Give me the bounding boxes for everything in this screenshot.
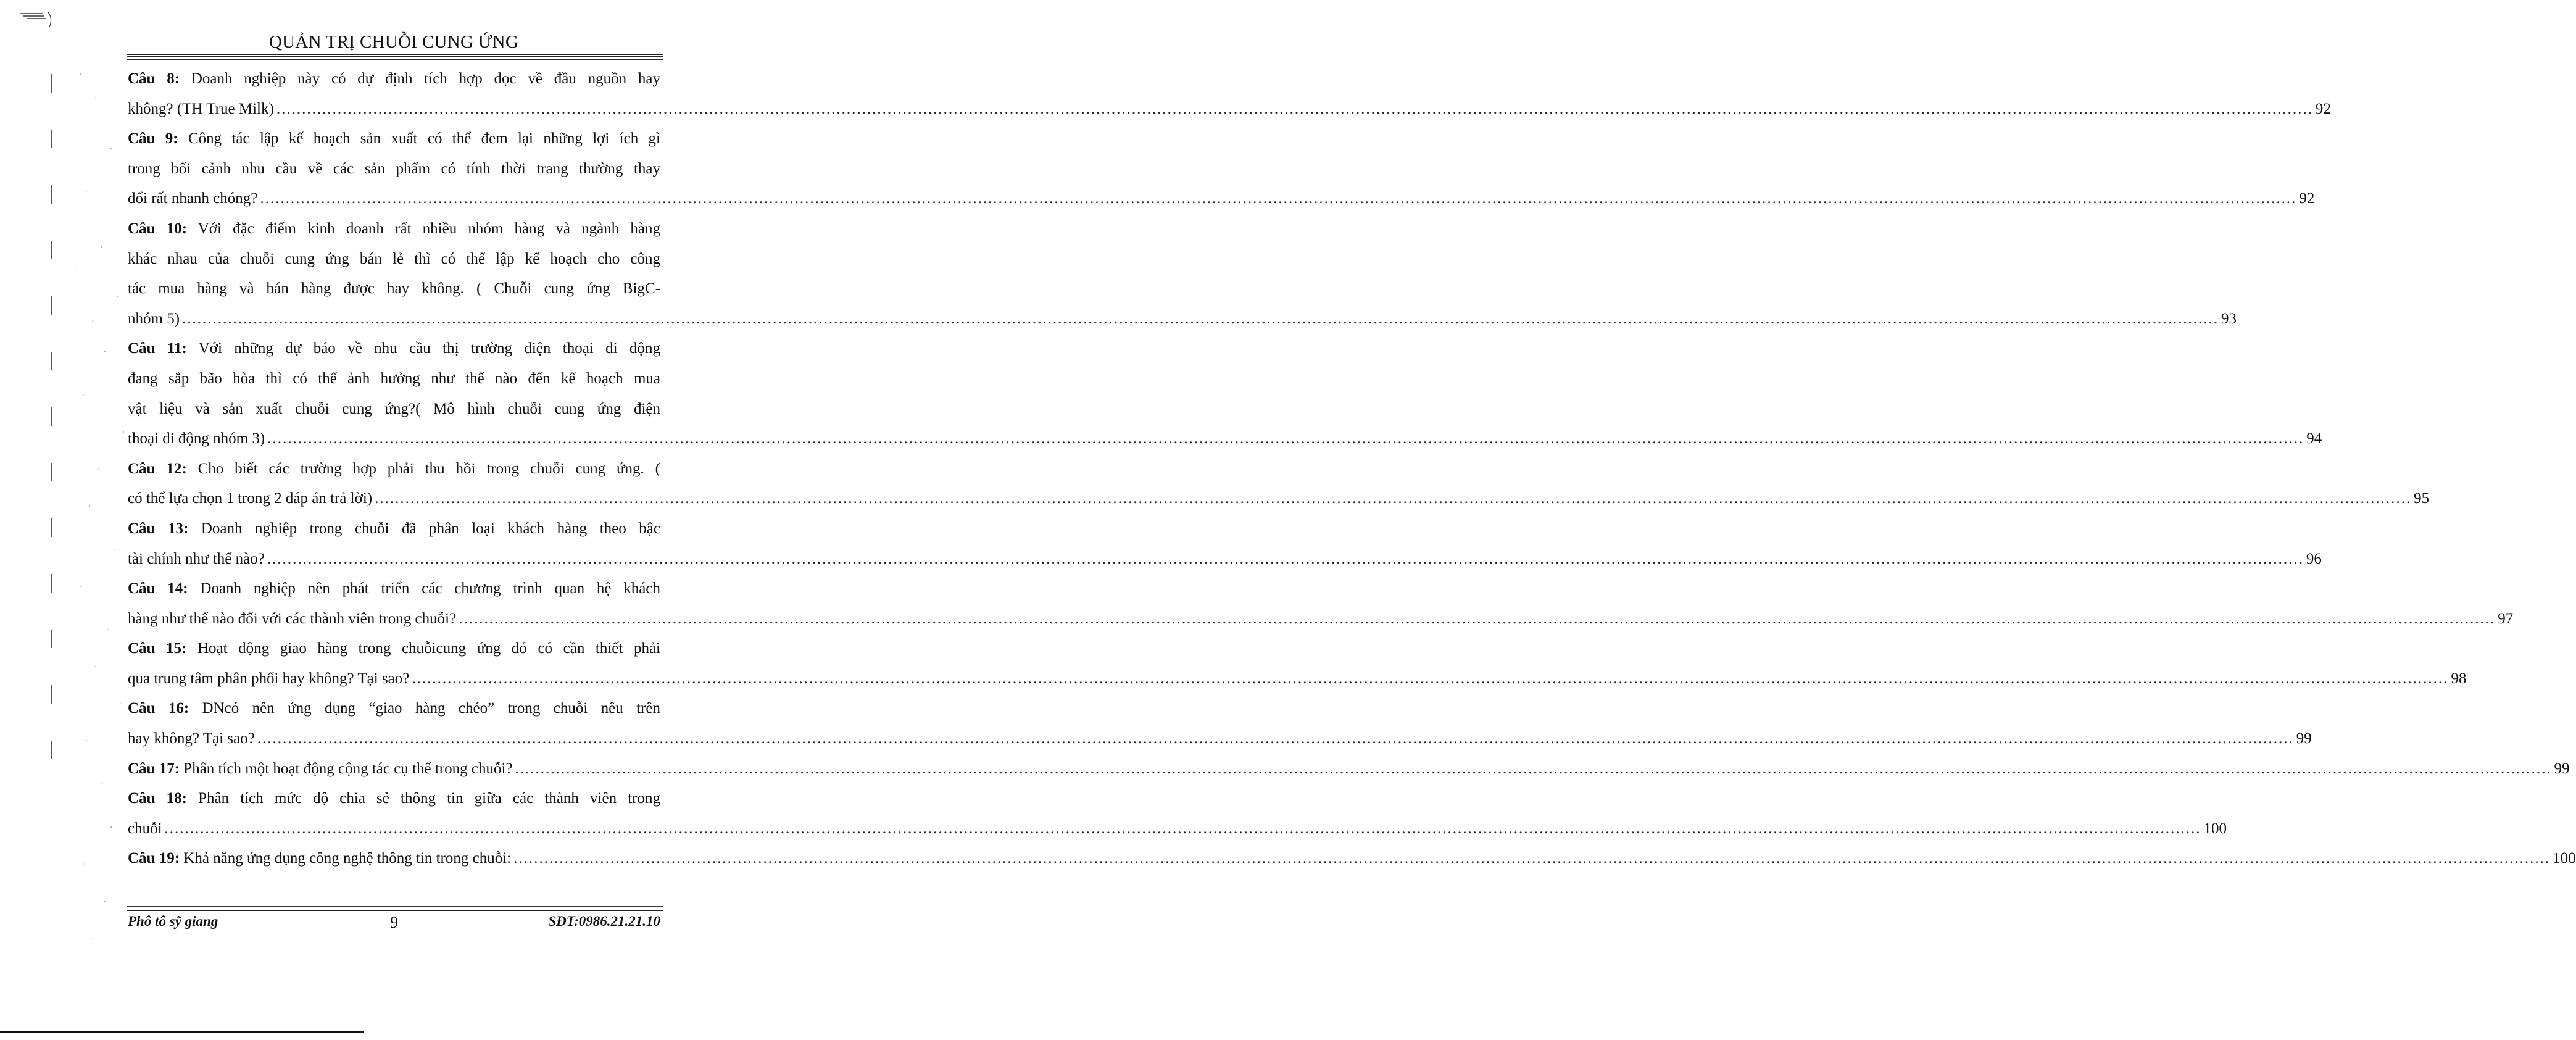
binder-mark xyxy=(19,11,56,30)
toc-entry-last-line xyxy=(128,544,2322,575)
toc-entry xyxy=(128,334,2322,454)
toc-entry-last-line xyxy=(128,664,2467,694)
toc-page-number: 100 xyxy=(2203,820,2227,837)
toc-page-number: 98 xyxy=(2451,670,2467,687)
toc-entry-text: Câu 17: Phân tích một hoạt động cộng tác cụ thể trong chuỗi? xyxy=(128,760,513,777)
toc-entry-last-line xyxy=(128,814,2227,844)
toc-entry-text: hàng như thế nào đối với các thành viên trong chuỗi? xyxy=(128,610,457,627)
question-label: Câu 19: xyxy=(128,850,180,867)
toc-entry-last-line xyxy=(128,304,2237,335)
footer-phone: SĐT:0986.21.21.10 xyxy=(548,913,660,929)
toc-entry-text: khác nhau của chuỗi cung ứng bán lẻ thì có thể lập kế hoạch cho công xyxy=(128,250,660,267)
toc-page-number: 99 xyxy=(2554,760,2570,777)
dot-leader: ................................................................................................................................................................................................................................................................................................................................................................................................................ xyxy=(267,550,2304,567)
toc-entry xyxy=(128,694,2312,754)
dot-leader: ................................................................................................................................................................................................................................................................................................................................................................................................................ xyxy=(412,670,2449,687)
toc-entry-text: thoại di động nhóm 3) xyxy=(128,430,265,447)
toc-entry xyxy=(128,574,2514,634)
toc-entry xyxy=(128,514,2322,574)
toc-entry-text: trong bối cảnh nhu cầu về các sản phẩm có tính thời trang thường thay xyxy=(128,160,660,177)
toc-entry-text: Câu 14: Doanh nghiệp nên phát triển các chương trình quan hệ khách xyxy=(128,580,660,597)
question-label: Câu 10: xyxy=(128,220,187,237)
toc-entry-text: Câu 10: Với đặc điểm kinh doanh rất nhiều nhóm hàng và ngành hàng xyxy=(128,220,660,237)
toc-entry-last-line xyxy=(128,724,2312,754)
dot-leader: ................................................................................................................................................................................................................................................................................................................................................................................................................ xyxy=(257,730,2294,747)
question-label: Câu 11: xyxy=(128,340,187,357)
dot-leader: ................................................................................................................................................................................................................................................................................................................................................................................................................ xyxy=(375,490,2412,507)
dot-leader: ................................................................................................................................................................................................................................................................................................................................................................................................................ xyxy=(267,430,2304,447)
toc-entry-text: Câu 13: Doanh nghiệp trong chuỗi đã phân loại khách hàng theo bậc xyxy=(128,520,660,537)
footer-shop-name: Phô tô sỹ giang xyxy=(128,913,218,929)
toc-entry xyxy=(128,844,2576,874)
toc-page-number: 94 xyxy=(2306,430,2322,447)
toc-entry-text: có thể lựa chọn 1 trong 2 đáp án trả lời) xyxy=(128,490,373,507)
toc-entry xyxy=(128,64,2331,124)
toc-page-number: 92 xyxy=(2315,100,2331,117)
toc-entry xyxy=(128,784,2227,844)
header-rule-thin xyxy=(127,59,663,60)
dot-leader: ................................................................................................................................................................................................................................................................................................................................................................................................................ xyxy=(515,760,2552,777)
question-label: Câu 15: xyxy=(128,640,187,657)
toc-entry-text: Câu 9: Công tác lập kế hoạch sản xuất có thể đem lại những lợi ích gì xyxy=(128,130,660,148)
toc-entry-text: Câu 16: DNcó nên ứng dụng “giao hàng chéo” trong chuỗi nêu trên xyxy=(128,700,660,717)
question-label: Câu 13: xyxy=(128,520,189,537)
question-label: Câu 14: xyxy=(128,580,188,597)
toc-entry-text: đang sắp bão hòa thì có thể ảnh hưởng như thế nào đến kế hoạch mua xyxy=(128,370,660,387)
toc-page-number: 95 xyxy=(2414,490,2430,507)
dot-leader: ................................................................................................................................................................................................................................................................................................................................................................................................................ xyxy=(260,190,2297,207)
scan-bottom-bar xyxy=(0,1031,364,1033)
question-label: Câu 16: xyxy=(128,700,189,717)
toc-entry-last-line xyxy=(128,754,2570,784)
toc-entry-last-line xyxy=(128,844,2576,874)
toc-entry-text: Câu 11: Với những dự báo về nhu cầu thị trường điện thoại di động xyxy=(128,340,660,357)
toc-page-number: 99 xyxy=(2296,730,2312,747)
toc-entry-text: hay không? Tại sao? xyxy=(128,730,255,747)
toc-entry-text: đổi rất nhanh chóng? xyxy=(128,190,258,207)
scan-edge-line xyxy=(51,74,52,765)
toc-page-number: 97 xyxy=(2498,610,2514,627)
toc-entry-text: qua trung tâm phân phối hay không? Tại sao? xyxy=(128,670,410,687)
toc-page-number: 92 xyxy=(2299,190,2315,207)
toc-entry xyxy=(128,214,2237,334)
toc-entry-last-line xyxy=(128,484,2430,514)
toc-entry xyxy=(128,124,2315,214)
toc-entry-text: vật liệu và sản xuất chuỗi cung ứng?( Mô hình chuỗi cung ứng điện xyxy=(128,400,660,417)
toc-entry-text: tài chính như thế nào? xyxy=(128,550,265,567)
table-of-contents xyxy=(128,64,2576,874)
toc-entry-last-line xyxy=(128,94,2331,125)
dot-leader: ................................................................................................................................................................................................................................................................................................................................................................................................................ xyxy=(182,310,2219,327)
toc-entry xyxy=(128,754,2570,784)
toc-entry-text: chuỗi xyxy=(128,820,162,837)
question-label: Câu 9: xyxy=(128,130,178,148)
page-header-title: QUẢN TRỊ CHUỖI CUNG ỨNG xyxy=(268,32,519,52)
question-label: Câu 8: xyxy=(128,70,180,87)
toc-page-number: 96 xyxy=(2306,550,2322,567)
dot-leader: ................................................................................................................................................................................................................................................................................................................................................................................................................ xyxy=(513,850,2551,867)
toc-entry-text: Câu 8: Doanh nghiệp này có dự định tích hợp dọc về đầu nguồn hay xyxy=(128,70,660,87)
toc-entry-text: Câu 15: Hoạt động giao hàng trong chuỗicung ứng đó có cần thiết phải xyxy=(128,640,660,657)
question-label: Câu 18: xyxy=(128,790,187,807)
footer-page-number: 9 xyxy=(390,913,398,931)
toc-entry-last-line xyxy=(128,604,2514,634)
footer-rule-thin xyxy=(127,906,663,907)
dot-leader: ................................................................................................................................................................................................................................................................................................................................................................................................................ xyxy=(164,820,2201,837)
toc-entry-text: tác mua hàng và bán hàng được hay không. ( Chuỗi cung ứng BigC- xyxy=(128,280,660,297)
toc-entry-text: Câu 19: Khả năng ứng dụng công nghệ thông tin trong chuỗi: xyxy=(128,850,512,867)
header-rule xyxy=(127,54,663,57)
toc-entry-last-line xyxy=(128,424,2322,454)
dot-leader: ................................................................................................................................................................................................................................................................................................................................................................................................................ xyxy=(276,100,2313,117)
toc-entry-last-line xyxy=(128,184,2315,214)
toc-entry xyxy=(128,634,2467,694)
toc-entry-text: không? (TH True Milk) xyxy=(128,100,274,117)
dot-leader: ................................................................................................................................................................................................................................................................................................................................................................................................................ xyxy=(459,610,2496,627)
page-footer xyxy=(128,913,660,938)
toc-entry xyxy=(128,454,2430,514)
question-label: Câu 17: xyxy=(128,760,180,777)
toc-page-number: 100 xyxy=(2553,850,2576,867)
toc-entry-text: Câu 12: Cho biết các trường hợp phải thu hồi trong chuỗi cung ứng. ( xyxy=(128,460,660,477)
toc-page-number: 93 xyxy=(2221,310,2237,327)
question-label: Câu 12: xyxy=(128,460,187,477)
toc-entry-text: nhóm 5) xyxy=(128,310,180,327)
footer-rule xyxy=(127,909,663,911)
toc-entry-text: Câu 18: Phân tích mức độ chia sẻ thông tin giữa các thành viên trong xyxy=(128,790,660,807)
